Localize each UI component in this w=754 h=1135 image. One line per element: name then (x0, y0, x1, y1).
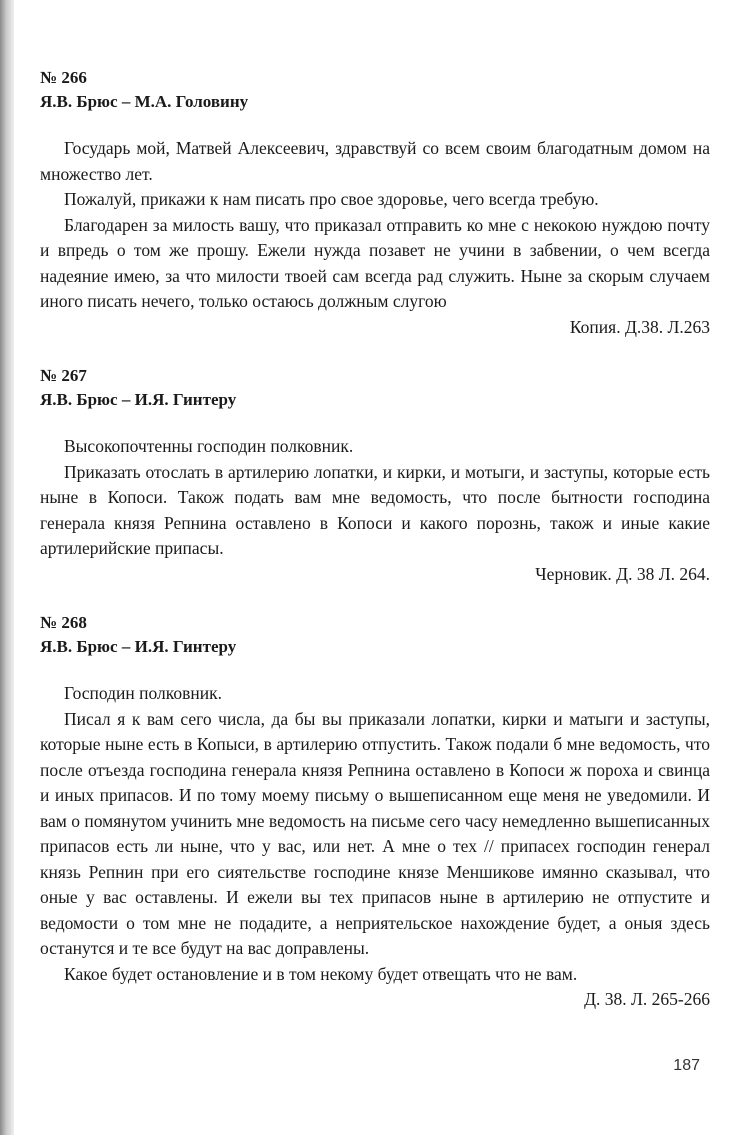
document-heading: Я.В. Брюс – М.А. Головину (40, 92, 249, 111)
paragraph: Благодарен за милость вашу, что приказал отправить ко мне с некокою нуждою почту и впредь о том же прошу. Ежели нужда позавет не учини в забвении, о чем всегда надеяние имею, за что милости твоей сам всегда рад служить. Ныне за скорым случаем иного писать нечего, только остаюсь должным слугою (40, 214, 710, 311)
archive-source: Копия. Д.38. Л.263 (569, 316, 710, 337)
document-268 (40, 611, 710, 1013)
paragraph: Государь мой, Матвей Алексеевич, здравствуй со всем своим благодатным домом на множество лет. (40, 138, 710, 184)
paragraph: Пожалуй, прикажи к нам писать про свое здоровье, чего всегда требую. (64, 189, 599, 209)
document-heading: Я.В. Брюс – И.Я. Гинтеру (40, 637, 237, 656)
archive-source: Д. 38. Л. 265-266 (584, 989, 710, 1009)
paragraph: Писал я к вам сего числа, да бы вы приказали лопатки, кирки и матыги и заступы, которые ныне есть в Копыси, в артилерию отпустить. Також подали б мне ведомость, что после отъезда господина генерала князя Репнина оставлено в Копоси ж пороха и свинца и иных припасов. И по тому моему письму о вышеписанном еще меня не уведомили. И вам о помянутом учинить мне ведомость на письме сего часу немедленно вышеписанных припасов есть ли ныне, что у вас, или нет. А мне о тех // припасех господин генерал князь Репнин при его сиятельстве господине князе Меншикове имянно сказывал, что оные у вас оставлены. И ежели вы тех припасов ныне в артилерию не отпустите и ведомости о том мне не подадите, а неприятельское нахождение будет, а оныя здесь останутся и те все будут на вас доправлены. (40, 708, 710, 958)
document-266 (40, 66, 710, 340)
paragraph: Приказать отослать в артилерию лопатки, и кирки, и мотыги, и заступы, которые есть ныне в Копоси. Також подать вам мне ведомость, что после бытности господина генерала князя Репнина оставлено в Копоси и какого порознь, також и иные какие артилерийские припасы. (40, 461, 710, 558)
document-number: № 268 (40, 613, 87, 632)
document-heading: Я.В. Брюс – И.Я. Гинтеру (40, 390, 237, 409)
document-267 (40, 364, 710, 587)
book-spine-shadow (0, 0, 14, 1135)
paragraph: Какое будет остановление и в том некому будет отвещать что не вам. (64, 963, 578, 984)
archive-source: Черновик. Д. 38 Л. 264. (535, 563, 710, 584)
document-number: № 266 (40, 68, 87, 87)
page-content (40, 66, 710, 1013)
document-number: № 267 (40, 366, 87, 385)
paragraph: Господин полковник. (64, 683, 223, 703)
page-number: 187 (673, 1057, 700, 1074)
paragraph: Высокопочтенны господин полковник. (64, 436, 354, 456)
